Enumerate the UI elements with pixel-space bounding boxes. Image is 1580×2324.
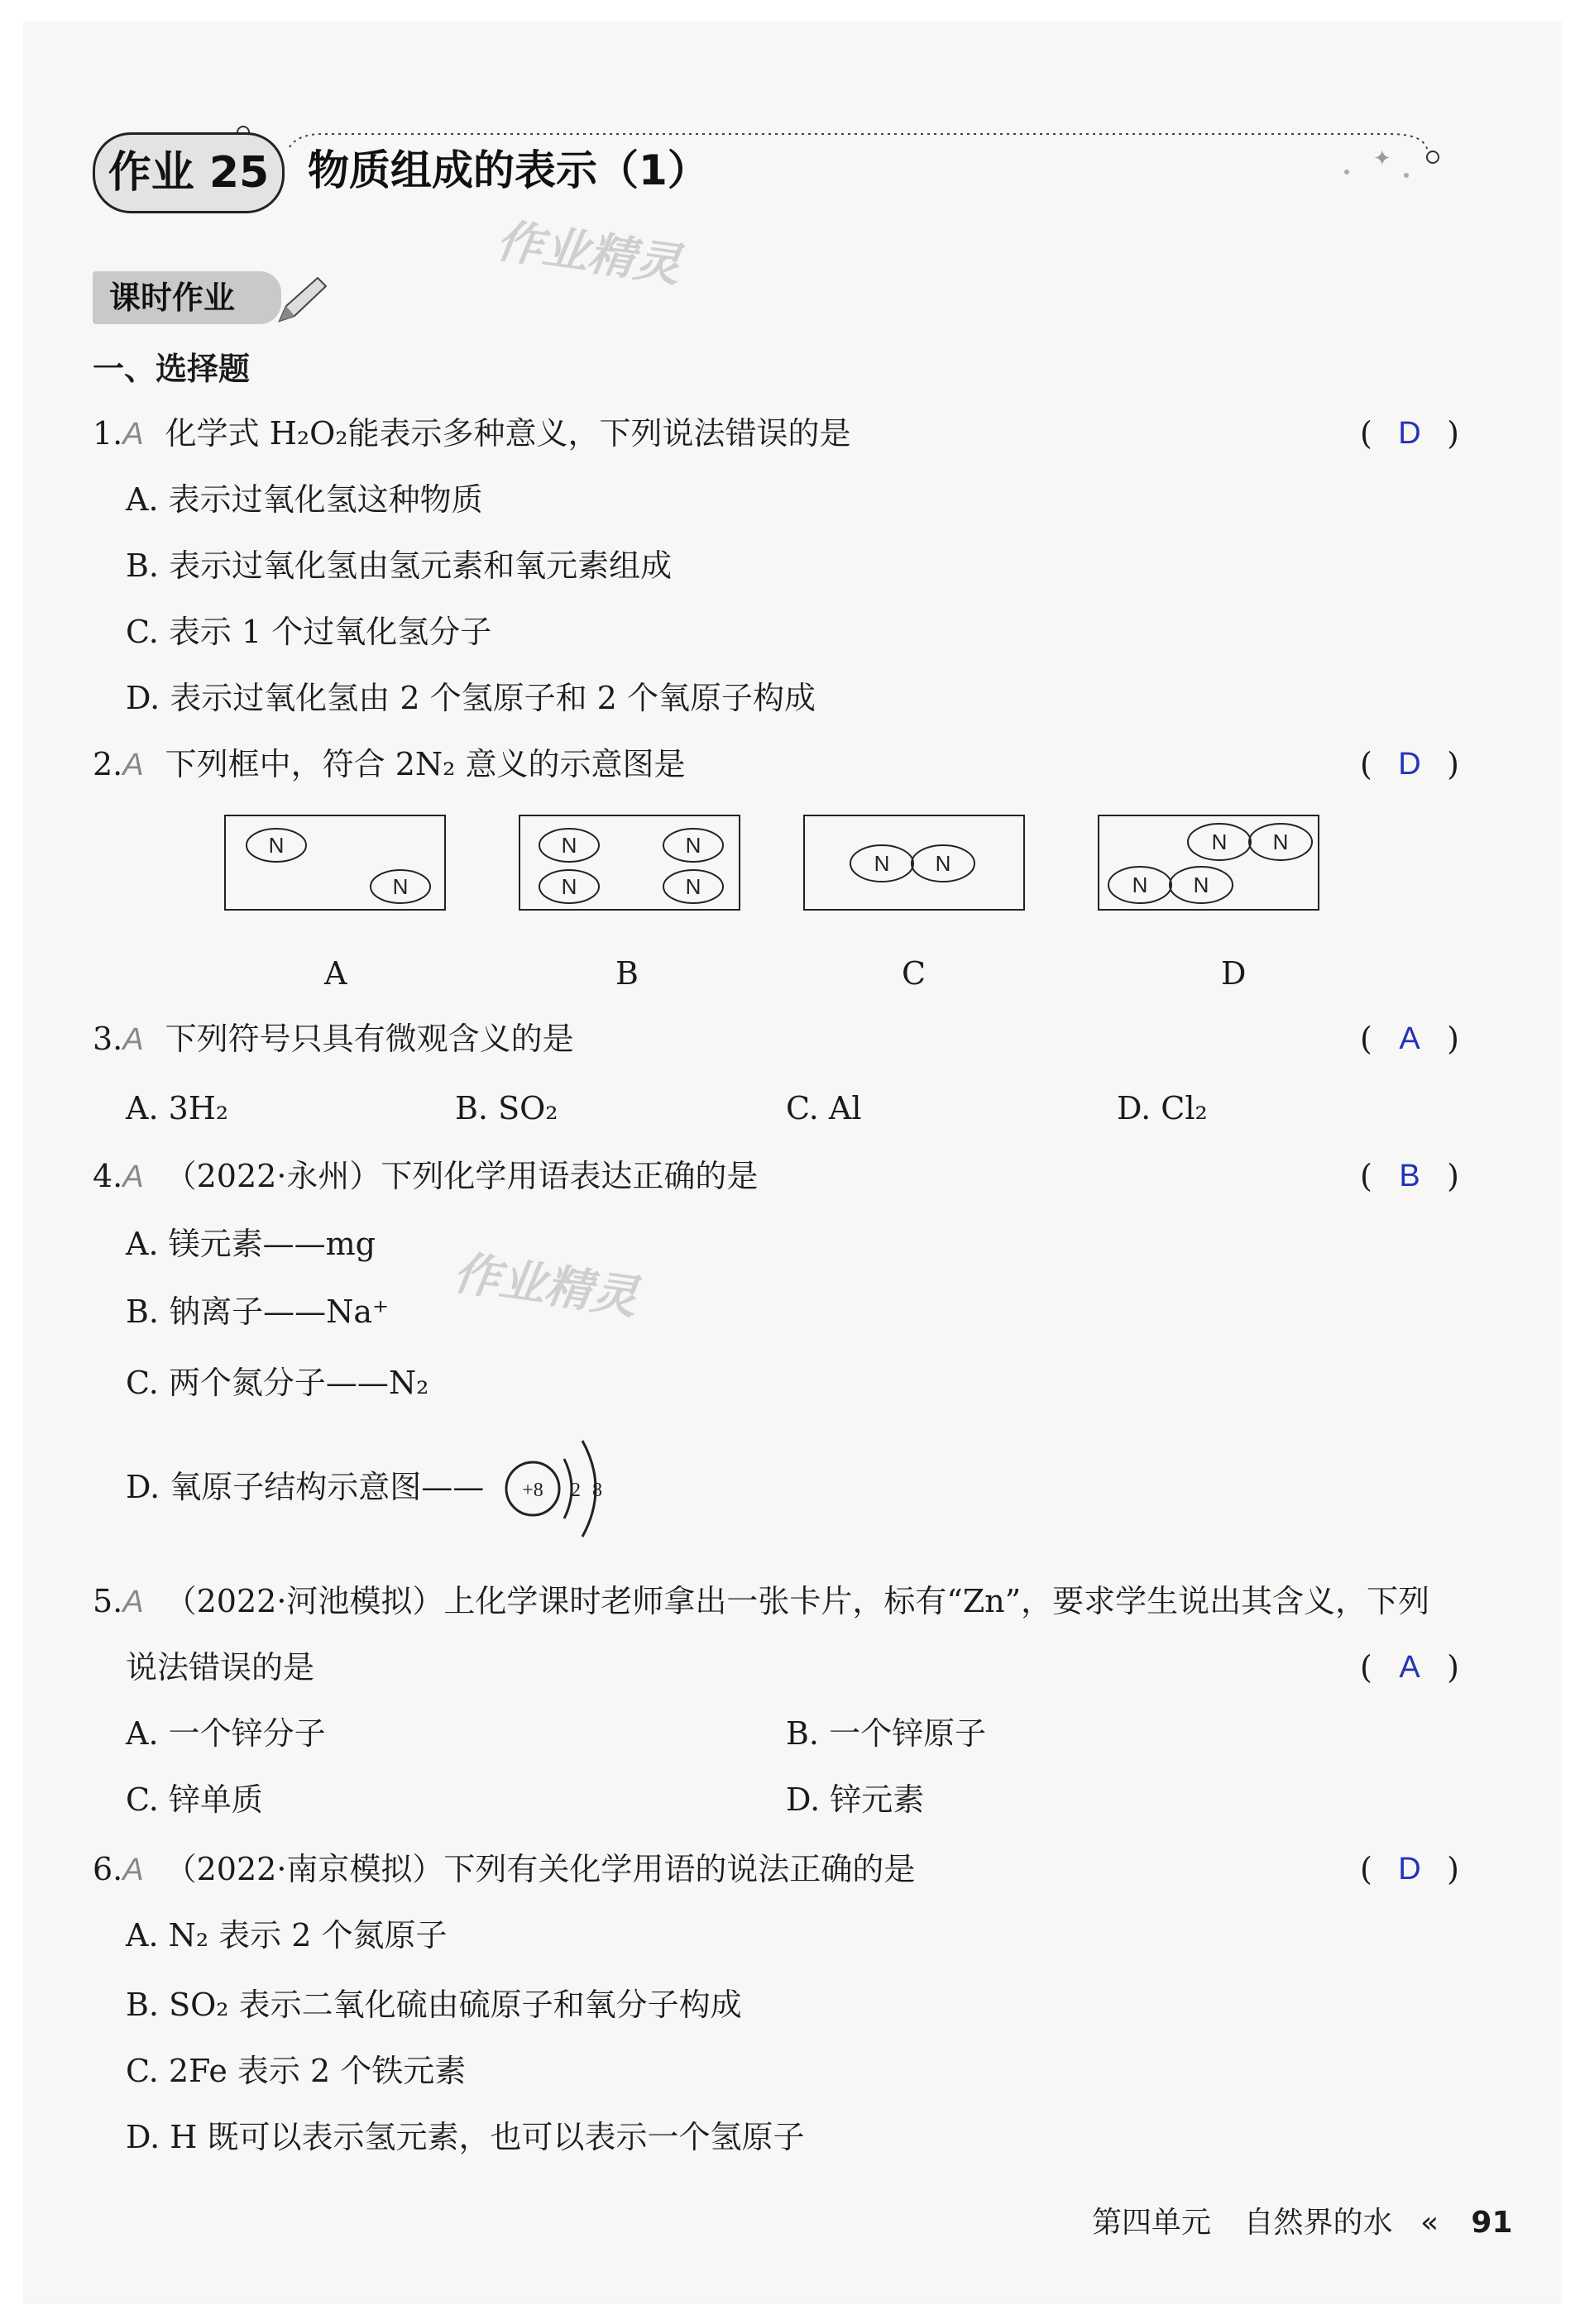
chapter-label: 自然界的水 xyxy=(1243,2206,1393,2240)
page-title: 物质组成的表示（1） xyxy=(308,146,709,194)
svg-text:N: N xyxy=(268,833,285,858)
svg-text:N: N xyxy=(561,833,577,858)
question-stem: 化学式 H₂O₂能表示多种意义，下列说法错误的是 xyxy=(165,415,851,452)
part-title: 一、选择题 xyxy=(93,351,251,387)
svg-text:N: N xyxy=(561,874,577,899)
question-stem: （2022·南京模拟）下列有关化学用语的说法正确的是 xyxy=(165,1851,916,1887)
question-5-cont: 说法错误的是 xyxy=(126,1649,315,1686)
option-5b: B. 一个锌原子 xyxy=(786,1715,987,1752)
svg-text:+8: +8 xyxy=(522,1480,543,1501)
option-3b: B. SO₂ xyxy=(455,1090,558,1126)
question-4: 4.A （2022·永州）下列化学用语表达正确的是 xyxy=(93,1158,759,1194)
level-mark: A xyxy=(122,1022,144,1057)
option-4a: A. 镁元素——mg xyxy=(126,1226,376,1262)
option-6d: D. H 既可以表示氢元素，也可以表示一个氢原子 xyxy=(126,2119,805,2155)
svg-text:N: N xyxy=(874,851,890,876)
diagram-box-a xyxy=(225,815,445,910)
diagram-label-d: D xyxy=(1221,955,1247,992)
question-5: 5.A （2022·河池模拟）上化学课时老师拿出一张卡片，标有“Zn”，要求学生说出其含义，下列 xyxy=(93,1583,1430,1619)
svg-text:N: N xyxy=(1211,830,1228,854)
answer-5: ( A ) xyxy=(1360,1649,1459,1686)
option-4b: B. 钠离子——Na⁺ xyxy=(126,1294,390,1330)
oxygen-atom-diagram xyxy=(496,1431,620,1547)
option-1d: D. 表示过氧化氢由 2 个氢原子和 2 个氧原子构成 xyxy=(126,680,816,716)
answer-6: ( D ) xyxy=(1360,1851,1459,1887)
option-3c: C. Al xyxy=(786,1090,862,1126)
unit-label: 第四单元 xyxy=(1092,2206,1212,2240)
svg-text:N: N xyxy=(392,874,409,899)
option-1a: A. 表示过氧化氢这种物质 xyxy=(126,481,483,518)
diagram-box-c xyxy=(804,815,1024,910)
page-footer xyxy=(1092,2200,1513,2246)
pencil-icon xyxy=(273,273,331,326)
question-stem: 下列符号只具有微观含义的是 xyxy=(165,1021,574,1057)
diagram-d-atoms xyxy=(1108,824,1312,903)
svg-text:8: 8 xyxy=(592,1480,602,1501)
option-5a: A. 一个锌分子 xyxy=(126,1715,326,1752)
svg-text:N: N xyxy=(685,874,701,899)
svg-text:N: N xyxy=(1272,830,1289,854)
question-stem: （2022·永州）下列化学用语表达正确的是 xyxy=(165,1158,759,1194)
question-stem: （2022·河池模拟）上化学课时老师拿出一张卡片，标有“Zn”，要求学生说出其含义，下列 xyxy=(165,1583,1430,1619)
question-3: 3.A 下列符号只具有微观含义的是 xyxy=(93,1021,574,1057)
option-1b: B. 表示过氧化氢由氢元素和氧元素组成 xyxy=(126,548,673,584)
level-mark: A xyxy=(122,1160,144,1194)
level-mark: A xyxy=(122,1853,144,1887)
assignment-badge: 作业 25 xyxy=(93,132,285,213)
svg-text:N: N xyxy=(685,833,701,858)
question-2: 2.A 下列框中，符合 2N₂ 意义的示意图是 xyxy=(93,746,686,782)
option-6b: B. SO₂ 表示二氧化硫由硫原子和氧分子构成 xyxy=(126,1987,742,2023)
question-1: 1.A 化学式 H₂O₂能表示多种意义，下列说法错误的是 xyxy=(93,415,851,452)
diagram-a-atoms xyxy=(247,829,430,903)
svg-text:N: N xyxy=(1193,873,1209,897)
answer-3: ( A ) xyxy=(1360,1021,1459,1057)
question-stem: 下列框中，符合 2N₂ 意义的示意图是 xyxy=(165,746,686,782)
option-4d: D. 氧原子结构示意图—— xyxy=(126,1469,485,1505)
answer-1: ( D ) xyxy=(1360,415,1459,452)
svg-text:N: N xyxy=(1132,873,1148,897)
diagram-b-atoms xyxy=(539,829,723,903)
watermark: 作业精灵 xyxy=(449,1246,641,1326)
level-mark: A xyxy=(122,748,144,782)
svg-text:2: 2 xyxy=(571,1480,581,1501)
answer-4: ( B ) xyxy=(1360,1158,1459,1194)
answer-2: ( D ) xyxy=(1360,746,1459,782)
option-6c: C. 2Fe 表示 2 个铁元素 xyxy=(126,2053,467,2089)
question-6: 6.A （2022·南京模拟）下列有关化学用语的说法正确的是 xyxy=(93,1851,916,1887)
svg-text:✦: ✦ xyxy=(1373,146,1391,171)
diagram-label-a: A xyxy=(324,955,347,992)
diagram-label-b: B xyxy=(615,955,639,992)
molecule-diagrams xyxy=(215,809,1332,918)
watermark: 作业精灵 xyxy=(492,213,684,294)
option-3d: D. Cl₂ xyxy=(1117,1090,1208,1126)
option-3a: A. 3H₂ xyxy=(126,1090,229,1126)
level-mark: A xyxy=(122,417,144,452)
diagram-label-c: C xyxy=(902,955,926,992)
section-tag: 课时作业 xyxy=(93,271,281,324)
option-4c: C. 两个氮分子——N₂ xyxy=(126,1365,429,1401)
svg-text:N: N xyxy=(935,851,951,876)
option-6a: A. N₂ 表示 2 个氮原子 xyxy=(126,1917,448,1953)
diagram-c-atoms xyxy=(850,845,974,882)
level-mark: A xyxy=(122,1585,144,1619)
page-number: 91 xyxy=(1471,2206,1513,2240)
chevron-left-icon: « xyxy=(1420,2206,1439,2240)
option-1c: C. 表示 1 个过氧化氢分子 xyxy=(126,614,492,650)
option-5d: D. 锌元素 xyxy=(786,1781,925,1818)
option-5c: C. 锌单质 xyxy=(126,1781,263,1818)
